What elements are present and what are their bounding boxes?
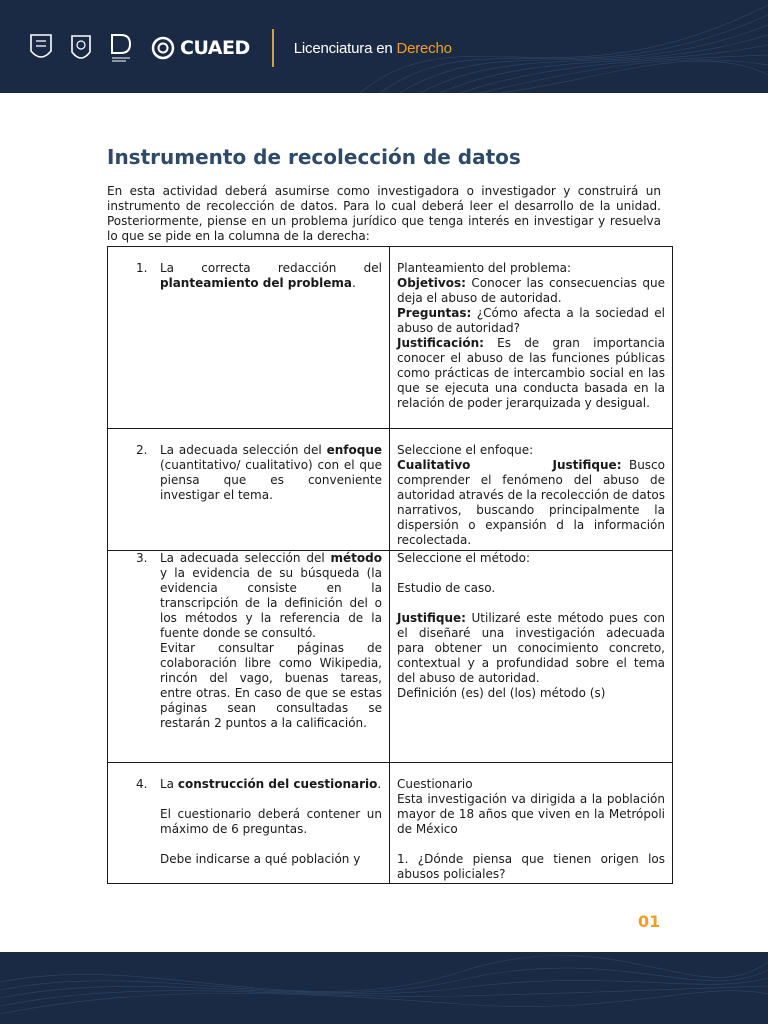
- text: Conocer las consecuencias que deja el abuso de autoridad.: [397, 276, 665, 305]
- text: Utilizaré este método pues con el diseñaré una investigación adecuada para obtener un conocimiento concreto, contextual y a profundidad sobre el tema del abuso de autoridad.: [397, 611, 665, 685]
- table-row: [108, 763, 673, 884]
- answer-cell: [390, 429, 672, 548]
- criterion-text: .: [377, 777, 382, 791]
- criterion-text: La adecuada selección del: [160, 551, 331, 565]
- cuaed-wordmark: CUAED: [180, 37, 250, 59]
- program-prefix: Licenciatura en: [293, 39, 397, 57]
- criterion-bold: planteamiento del problema: [160, 276, 352, 290]
- row-number: 2.: [136, 443, 148, 457]
- text: Es de gran importancia conocer el abuso de las funciones públicas como prácticas de intercambio social en las que se ejecuta una conducta basada en la relación de poder jerarquizada y desigual.: [397, 336, 665, 410]
- method-definition: Definición (es) del (los) método (s): [397, 686, 606, 700]
- approach-justification: [397, 458, 665, 548]
- answer-heading: Seleccione el enfoque:: [397, 443, 534, 457]
- criterion-text: .: [352, 276, 356, 290]
- questions: [397, 306, 665, 336]
- table-row: [108, 551, 673, 763]
- answer-heading: Planteamiento del problema:: [397, 261, 572, 275]
- question-item: 1. ¿Dónde piensa que tienen origen los abusos policiales?: [397, 852, 665, 881]
- footer-banner: [0, 952, 768, 1024]
- selected-method: Estudio de caso.: [397, 581, 496, 595]
- program-accent: Derecho: [396, 39, 452, 57]
- warning-text: Evitar consultar páginas de colaboración libre como Wikipedia, rincón del vago, buenas tareas, entre otras. En caso de que se estas páginas sean consultadas se restarán 2 puntos a la calificación.: [160, 641, 382, 730]
- decorative-waves: [0, 952, 768, 1024]
- criterion-note: Debe indicarse a qué población y: [160, 852, 361, 866]
- table-row: [108, 247, 673, 429]
- population-text: Esta investigación va dirigida a la población mayor de 18 años que viven en la Metrópoli de México: [397, 792, 665, 836]
- criterion-cell: [108, 551, 389, 731]
- header-divider: [272, 29, 274, 67]
- unam-crest-icon: [28, 33, 54, 63]
- label: Objetivos:: [397, 276, 466, 290]
- label: Preguntas:: [397, 306, 472, 320]
- criterion-bold: construcción del cuestionario: [177, 777, 378, 791]
- row-number: 1.: [136, 261, 148, 275]
- header-banner: [0, 0, 768, 93]
- criterion-text: y la evidencia de su búsqueda (la evidencia consiste en la transcripción de la definición del o los métodos y la referencia de la fuente donde se consultó.: [160, 566, 382, 640]
- label: Justifique:: [552, 458, 622, 472]
- criterion-cell: [108, 247, 389, 291]
- criterion-text: La correcta redacción del: [160, 261, 382, 275]
- row-number: 4.: [136, 777, 148, 791]
- criterion-cell: [108, 429, 389, 503]
- criterion-bold: método: [330, 551, 382, 565]
- text: Busco comprender el fenómeno del abuso de autoridad através de la recolección de datos narrativos, buscando principalmente la dispersión o expansión d la información recolectada.: [397, 458, 665, 547]
- label: Justifique:: [397, 611, 466, 625]
- activity-table: [107, 246, 673, 884]
- row-number: 3.: [136, 551, 148, 565]
- education-logo-icon: [108, 32, 134, 64]
- method-justification: [397, 611, 665, 686]
- law-faculty-crest-icon: [70, 32, 92, 64]
- answer-cell: [390, 763, 672, 882]
- answer-heading: Seleccione el método:: [397, 551, 531, 565]
- page-number: 01: [638, 912, 661, 931]
- criterion-text: La adecuada selección del: [160, 443, 327, 457]
- choice: Cualitativo: [397, 458, 471, 472]
- justification: [397, 336, 665, 411]
- criterion-bold: enfoque: [326, 443, 382, 457]
- criterion-text: (cuantitativo/ cualitativo) con el que piensa que es conveniente investigar el tema.: [160, 458, 382, 502]
- logo-strip: [28, 28, 452, 68]
- table-row: [108, 429, 673, 551]
- answer-heading: Cuestionario: [397, 777, 473, 791]
- answer-cell: [390, 247, 672, 411]
- program-name: [294, 40, 452, 57]
- answer-cell: [390, 551, 672, 701]
- objectives: [397, 276, 665, 306]
- text: ¿Cómo afecta a la sociedad el abuso de autoridad?: [397, 306, 665, 335]
- criterion-cell: [108, 763, 389, 867]
- cuaed-ring-icon: [150, 35, 176, 61]
- criterion-text: La: [160, 777, 178, 791]
- cuaed-logo: [150, 35, 250, 61]
- criterion-note: El cuestionario deberá contener un máximo de 6 preguntas.: [160, 807, 382, 836]
- label: Justificación:: [397, 336, 484, 350]
- intro-paragraph: En esta actividad deberá asumirse como investigadora o investigador y construirá un instrumento de recolección de datos. Para lo cual deberá leer el desarrollo de la unidad. Posteriormente, piense en un problema jurídico que tenga interés en investigar y resuelva lo que se pide en la columna de la derecha:: [107, 184, 661, 243]
- page-title: Instrumento de recolección de datos: [107, 145, 521, 169]
